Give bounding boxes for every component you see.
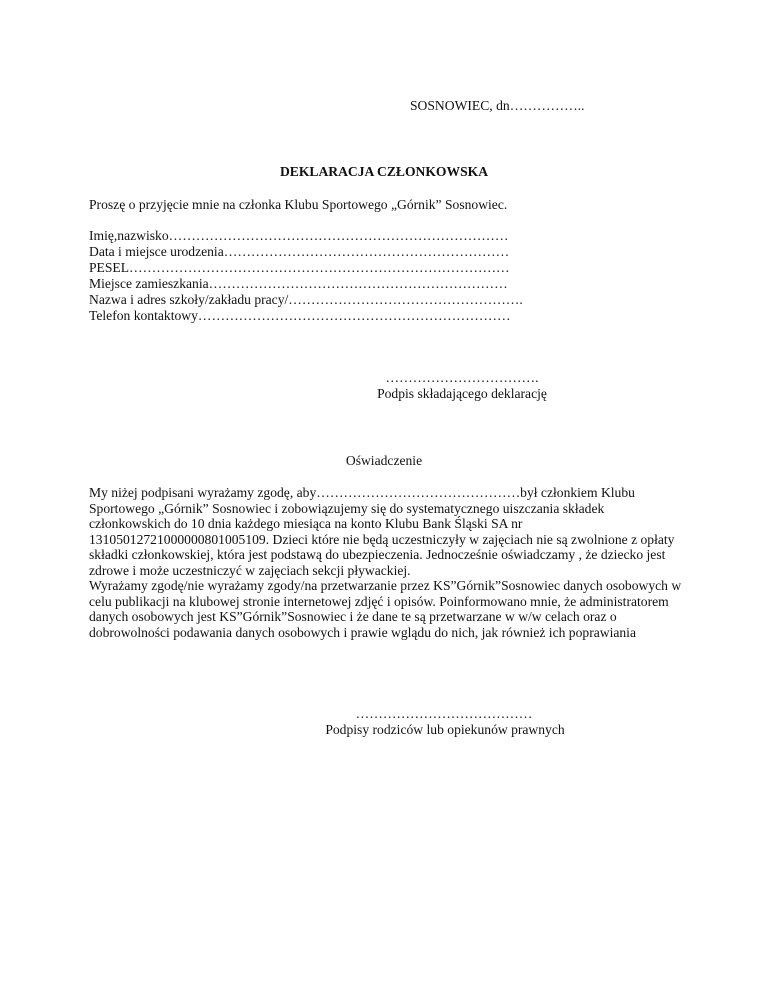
signature-label-declarant: Podpis składającego deklarację xyxy=(377,386,547,401)
field-school-workplace: Nazwa i adres szkoły/zakładu pracy/……………………………………………. xyxy=(89,292,523,307)
statement-heading: Oświadczenie xyxy=(345,453,423,468)
place-date-line: SOSNOWIEC, dn…………….. xyxy=(410,98,585,113)
consent-paragraph: My niżej podpisani wyrażamy zgodę, aby………………………………………był członkiem Klubu Sportowego „Górnik” Sosnowiec i zobowiązujemy się do systematycznego uiszczania składek członkowskich do 10 dnia każdego miesiąca na konto Klubu Bank Śląski SA nr 13105012721000000801005109. Dzieci które nie będą uczestniczyły w zajęciach nie są zwolnione z opłaty składki członkowskiej, która jest podstawą do ubezpieczenia. Jednocześnie oświadczamy , że dziecko jest zdrowe i może uczestniczyć w zajęciach sekcji pływackiej. xyxy=(89,485,675,578)
field-phone: Telefon kontaktowy…………………………………………………………… xyxy=(89,308,511,323)
signature-line-guardians: ………………………………… xyxy=(355,706,533,721)
field-pesel: PESEL………………………………………………………………………… xyxy=(89,260,510,275)
data-processing-paragraph: Wyrażamy zgodę/nie wyrażamy zgody/na przetwarzanie przez KS”Górnik”Sosnowiec danych osobowych w celu publikacji na klubowej stronie internetowej zdjęć i opisów. Poinformowano mnie, że administratorem danych osobowych jest KS”Górnik”Sosnowiec i że dane te są przetwarzane w w/w celach oraz o dobrowolności podawania danych osobowych i prawie wglądu do nich, jak również ich poprawiania xyxy=(89,578,682,640)
signature-label-guardians: Podpisy rodziców lub opiekunów prawnych xyxy=(325,722,565,737)
signature-line-declarant: ……………………………. xyxy=(385,370,539,385)
statement-body xyxy=(89,485,689,640)
field-birth-date-place: Data i miejsce urodzenia……………………………………………………… xyxy=(89,244,510,259)
field-address: Miejsce zamieszkania………………………………………………………… xyxy=(89,276,508,291)
document-title: DEKLARACJA CZŁONKOWSKA xyxy=(279,164,489,179)
membership-request: Proszę o przyjęcie mnie na członka Klubu Sportowego „Górnik” Sosnowiec. xyxy=(89,197,508,212)
field-name: Imię,nazwisko………………………………………………………………… xyxy=(89,228,509,243)
